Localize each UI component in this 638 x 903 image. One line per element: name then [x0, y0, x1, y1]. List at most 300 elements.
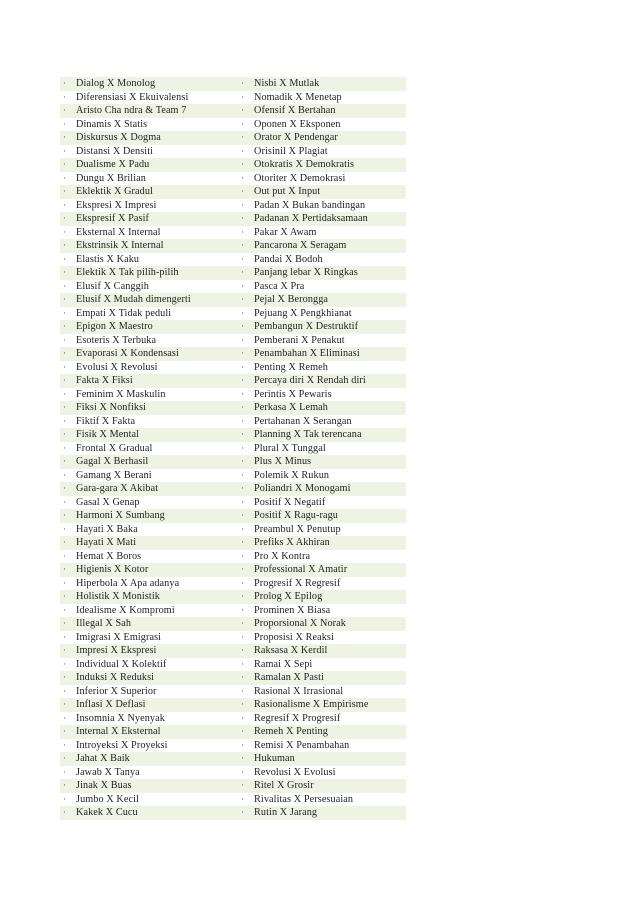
bullet-icon: ·	[241, 510, 244, 520]
antonym-pair: Distansi X Densiti	[76, 145, 154, 157]
bullet-icon: ·	[241, 604, 244, 615]
bullet-icon: ·	[241, 658, 244, 669]
left-column-cell	[60, 347, 235, 361]
table-row	[60, 698, 406, 712]
bullet-icon: ·	[241, 280, 244, 291]
bullet-icon: ·	[241, 375, 244, 385]
bullet-icon: ·	[63, 429, 66, 439]
right-column-cell	[235, 712, 406, 726]
bullet-icon: ·	[241, 361, 244, 372]
table-row	[60, 320, 406, 334]
table-row	[60, 577, 406, 591]
bullet-icon: ·	[63, 793, 66, 804]
antonym-pair: Eksternal X Internal	[76, 226, 161, 238]
bullet-icon: ·	[241, 807, 244, 817]
antonym-pair: Ekstrinsik X Internal	[76, 240, 164, 251]
table-row	[60, 172, 406, 186]
antonym-pair: Pasca X Pra	[254, 280, 305, 292]
antonym-pair: Hayati X Baka	[76, 523, 138, 535]
table-row	[60, 482, 406, 496]
antonym-pair: Panjang lebar X Ringkas	[254, 267, 358, 278]
bullet-icon: ·	[241, 645, 244, 655]
table-row	[60, 361, 406, 375]
antonym-pair: Elektik X Tak pilih-pilih	[76, 267, 179, 278]
left-column-cell	[60, 104, 235, 118]
left-column-cell	[60, 428, 235, 442]
table-row	[60, 563, 406, 577]
table-row	[60, 334, 406, 348]
bullet-icon: ·	[241, 429, 244, 439]
bullet-icon: ·	[63, 402, 66, 412]
bullet-icon: ·	[63, 118, 66, 129]
right-column-cell	[235, 698, 406, 712]
right-column-cell	[235, 725, 406, 739]
table-row	[60, 590, 406, 604]
left-column-cell	[60, 185, 235, 199]
table-row	[60, 104, 406, 118]
left-column-cell	[60, 590, 235, 604]
table-row	[60, 671, 406, 685]
bullet-icon: ·	[241, 294, 244, 304]
antonym-pair: Out put X Input	[254, 186, 321, 197]
right-column-cell	[235, 293, 406, 307]
right-column-cell	[235, 415, 406, 429]
left-column-cell	[60, 671, 235, 685]
bullet-icon: ·	[63, 469, 66, 480]
bullet-icon: ·	[241, 199, 244, 210]
antonym-pair: Pro X Kontra	[254, 550, 311, 562]
bullet-icon: ·	[241, 591, 244, 601]
bullet-icon: ·	[63, 294, 66, 304]
left-column-cell	[60, 226, 235, 240]
bullet-icon: ·	[63, 199, 66, 210]
antonym-pair: Prominen X Biasa	[254, 604, 331, 616]
left-column-cell	[60, 280, 235, 294]
bullet-icon: ·	[63, 685, 66, 696]
antonym-pair: Perkasa X Lemah	[254, 402, 328, 413]
bullet-icon: ·	[241, 442, 244, 453]
antonym-pair: Oponen X Eksponen	[254, 118, 341, 130]
table-row	[60, 685, 406, 699]
table-row	[60, 239, 406, 253]
bullet-icon: ·	[63, 780, 66, 790]
right-column-cell	[235, 320, 406, 334]
left-column-cell	[60, 550, 235, 564]
table-row	[60, 644, 406, 658]
right-column-cell	[235, 266, 406, 280]
right-column-cell	[235, 77, 406, 91]
antonym-pair: Penambahan X Eliminasi	[254, 348, 360, 359]
left-column-cell	[60, 644, 235, 658]
antonym-pair: Induksi X Reduksi	[76, 672, 155, 683]
bullet-icon: ·	[241, 186, 244, 196]
antonym-pair: Introyeksi X Proyeksi	[76, 739, 168, 751]
bullet-icon: ·	[63, 510, 66, 520]
bullet-icon: ·	[63, 105, 66, 115]
right-column-cell	[235, 199, 406, 213]
right-column-cell	[235, 671, 406, 685]
bullet-icon: ·	[63, 564, 66, 574]
table-row	[60, 442, 406, 456]
antonym-pair: Penting X Remeh	[254, 361, 328, 373]
antonym-pair: Jumbo X Kecil	[76, 793, 139, 805]
bullet-icon: ·	[63, 334, 66, 345]
table-row	[60, 253, 406, 267]
antonym-pair: Higienis X Kotor	[76, 564, 149, 575]
antonym-pair: Prefiks X Akhiran	[254, 537, 330, 548]
left-column-cell	[60, 698, 235, 712]
right-column-cell	[235, 806, 406, 820]
antonym-pair: Raksasa X Kerdil	[254, 645, 328, 656]
left-column-cell	[60, 604, 235, 618]
antonym-pair: Padanan X Pertidaksamaan	[254, 213, 368, 224]
left-column-cell	[60, 118, 235, 132]
antonym-pair: Ramai X Sepi	[254, 658, 313, 670]
table-row	[60, 766, 406, 780]
left-column-cell	[60, 158, 235, 172]
left-column-cell	[60, 388, 235, 402]
right-column-cell	[235, 550, 406, 564]
bullet-icon: ·	[63, 213, 66, 223]
antonym-pair: Orisinil X Plagiat	[254, 145, 328, 157]
bullet-icon: ·	[63, 807, 66, 817]
antonym-pair: Epigon X Maestro	[76, 321, 153, 332]
antonym-pair: Orator X Pendengar	[254, 132, 338, 143]
antonym-pair: Gasal X Genap	[76, 496, 140, 508]
antonym-pair: Individual X Kolektif	[76, 658, 167, 670]
antonym-pair: Elusif X Mudah dimengerti	[76, 294, 191, 305]
right-column-cell	[235, 685, 406, 699]
bullet-icon: ·	[63, 658, 66, 669]
antonym-pair: Hukuman	[254, 753, 295, 764]
left-column-cell	[60, 131, 235, 145]
table-row	[60, 793, 406, 807]
left-column-cell	[60, 631, 235, 645]
right-column-cell	[235, 374, 406, 388]
table-row	[60, 401, 406, 415]
antonym-pair: Rasionalisme X Empirisme	[254, 699, 369, 710]
bullet-icon: ·	[241, 685, 244, 696]
left-column-cell	[60, 199, 235, 213]
left-column-cell	[60, 172, 235, 186]
right-column-cell	[235, 563, 406, 577]
bullet-icon: ·	[63, 415, 66, 426]
antonym-pair: Idealisme X Kompromi	[76, 604, 175, 616]
antonym-pair: Illegal X Sah	[76, 618, 132, 629]
antonym-pair: Inflasi X Deflasi	[76, 699, 146, 710]
table-row	[60, 712, 406, 726]
bullet-icon: ·	[241, 226, 244, 237]
right-column-cell	[235, 523, 406, 537]
table-row	[60, 604, 406, 618]
antonym-pair: Professional X Amatir	[254, 564, 348, 575]
antonym-pair: Pertahanan X Serangan	[254, 415, 352, 427]
left-column-cell	[60, 77, 235, 91]
table-row	[60, 266, 406, 280]
bullet-icon: ·	[63, 456, 66, 466]
table-row	[60, 226, 406, 240]
right-column-cell	[235, 617, 406, 631]
bullet-icon: ·	[63, 78, 66, 88]
antonym-pair: Polemik X Rukun	[254, 469, 330, 481]
left-column-cell	[60, 239, 235, 253]
antonym-pair: Rasional X Irrasional	[254, 685, 344, 697]
table-row	[60, 374, 406, 388]
bullet-icon: ·	[241, 753, 244, 763]
right-column-cell	[235, 509, 406, 523]
antonym-pair: Fisik X Mental	[76, 429, 140, 440]
antonym-pair: Ritel X Grosir	[254, 780, 314, 791]
antonym-pair: Rutin X Jarang	[254, 807, 318, 818]
bullet-icon: ·	[241, 550, 244, 561]
right-column-cell	[235, 361, 406, 375]
table-row	[60, 118, 406, 132]
right-column-cell	[235, 334, 406, 348]
left-column-cell	[60, 212, 235, 226]
left-column-cell	[60, 145, 235, 159]
right-column-cell	[235, 131, 406, 145]
bullet-icon: ·	[63, 159, 66, 169]
left-column-cell	[60, 361, 235, 375]
left-column-cell	[60, 374, 235, 388]
antonym-pair: Padan X Bukan bandingan	[254, 199, 366, 211]
bullet-icon: ·	[241, 105, 244, 115]
bullet-icon: ·	[241, 91, 244, 102]
antonym-pair: Dinamis X Statis	[76, 118, 148, 130]
bullet-icon: ·	[241, 348, 244, 358]
antonym-pair: Dualisme X Padu	[76, 159, 150, 170]
bullet-icon: ·	[241, 496, 244, 507]
bullet-icon: ·	[63, 186, 66, 196]
bullet-icon: ·	[241, 159, 244, 169]
bullet-icon: ·	[241, 739, 244, 750]
bullet-icon: ·	[63, 604, 66, 615]
antonym-pair: Plural X Tunggal	[254, 442, 326, 454]
antonym-pair: Internal X Eksternal	[76, 726, 161, 737]
antonym-pair: Feminim X Maskulin	[76, 388, 166, 400]
bullet-icon: ·	[63, 442, 66, 453]
left-column-cell	[60, 293, 235, 307]
antonym-pair: Plus X Minus	[254, 456, 312, 467]
antonym-pair: Fiksi X Nonfiksi	[76, 402, 147, 413]
left-column-cell	[60, 509, 235, 523]
bullet-icon: ·	[241, 726, 244, 736]
antonym-pair: Jawab X Tanya	[76, 766, 140, 778]
right-column-cell	[235, 644, 406, 658]
bullet-icon: ·	[63, 645, 66, 655]
antonym-pair: Holistik X Monistik	[76, 591, 160, 602]
bullet-icon: ·	[241, 118, 244, 129]
antonym-pair: Perintis X Pewaris	[254, 388, 332, 400]
antonym-pair: Positif X Negatif	[254, 496, 326, 508]
bullet-icon: ·	[241, 780, 244, 790]
bullet-icon: ·	[241, 631, 244, 642]
bullet-icon: ·	[63, 631, 66, 642]
right-column-cell	[235, 577, 406, 591]
left-column-cell	[60, 793, 235, 807]
bullet-icon: ·	[241, 307, 244, 318]
bullet-icon: ·	[63, 712, 66, 723]
bullet-icon: ·	[241, 469, 244, 480]
antonym-pair: Poliandri X Monogami	[254, 483, 351, 494]
right-column-cell	[235, 536, 406, 550]
bullet-icon: ·	[241, 577, 244, 588]
left-column-cell	[60, 563, 235, 577]
bullet-icon: ·	[241, 253, 244, 264]
antonym-pair: Nisbi X Mutlak	[254, 78, 320, 89]
bullet-icon: ·	[241, 402, 244, 412]
bullet-icon: ·	[241, 712, 244, 723]
left-column-cell	[60, 779, 235, 793]
table-row	[60, 388, 406, 402]
antonym-pair: Proposisi X Reaksi	[254, 631, 334, 643]
antonym-pair: Fiktif X Fakta	[76, 415, 136, 427]
antonym-pair: Remisi X Penambahan	[254, 739, 350, 751]
bullet-icon: ·	[63, 145, 66, 156]
bullet-icon: ·	[241, 334, 244, 345]
right-column-cell	[235, 253, 406, 267]
right-column-cell	[235, 226, 406, 240]
antonym-pair: Frontal X Gradual	[76, 442, 153, 454]
bullet-icon: ·	[63, 388, 66, 399]
right-column-cell	[235, 766, 406, 780]
antonym-pair: Dialog X Monolog	[76, 78, 156, 89]
right-column-cell	[235, 428, 406, 442]
left-column-cell	[60, 766, 235, 780]
antonym-pair: Evolusi X Revolusi	[76, 361, 158, 373]
bullet-icon: ·	[241, 78, 244, 88]
right-column-cell	[235, 158, 406, 172]
bullet-icon: ·	[241, 388, 244, 399]
antonym-pair: Hayati X Mati	[76, 537, 137, 548]
bullet-icon: ·	[241, 672, 244, 682]
right-column-cell	[235, 145, 406, 159]
antonym-pair: Inferior X Superior	[76, 685, 157, 697]
table-row	[60, 779, 406, 793]
left-column-cell	[60, 266, 235, 280]
bullet-icon: ·	[63, 537, 66, 547]
table-row	[60, 307, 406, 321]
bullet-icon: ·	[63, 361, 66, 372]
table-row	[60, 158, 406, 172]
table-row	[60, 91, 406, 105]
bullet-icon: ·	[241, 523, 244, 534]
bullet-icon: ·	[63, 91, 66, 102]
table-row	[60, 536, 406, 550]
antonym-pair: Aristo Cha ndra & Team 7	[76, 105, 187, 116]
right-column-cell	[235, 185, 406, 199]
left-column-cell	[60, 523, 235, 537]
table-row	[60, 212, 406, 226]
bullet-icon: ·	[241, 321, 244, 331]
left-column-cell	[60, 253, 235, 267]
antonym-pair: Proporsional X Norak	[254, 618, 346, 629]
antonym-pair: Harmoni X Sumbang	[76, 510, 165, 521]
table-row	[60, 455, 406, 469]
table-row	[60, 739, 406, 753]
antonym-table	[60, 77, 406, 820]
antonym-pair: Otokratis X Demokratis	[254, 159, 355, 170]
antonym-pair: Preambul X Penutup	[254, 523, 341, 535]
antonym-pair: Diferensiasi X Ekuivalensi	[76, 91, 189, 103]
right-column-cell	[235, 401, 406, 415]
left-column-cell	[60, 712, 235, 726]
antonym-pair: Rivalitas X Persesuaian	[254, 793, 354, 805]
right-column-cell	[235, 104, 406, 118]
right-column-cell	[235, 442, 406, 456]
bullet-icon: ·	[63, 307, 66, 318]
bullet-icon: ·	[241, 699, 244, 709]
bullet-icon: ·	[241, 564, 244, 574]
table-row	[60, 415, 406, 429]
right-column-cell	[235, 604, 406, 618]
antonym-pair: Ofensif X Bertahan	[254, 105, 336, 116]
table-row	[60, 658, 406, 672]
left-column-cell	[60, 91, 235, 105]
left-column-cell	[60, 415, 235, 429]
antonym-pair: Pejuang X Pengkhianat	[254, 307, 352, 319]
left-column-cell	[60, 496, 235, 510]
antonym-pair: Ekspresi X Impresi	[76, 199, 157, 211]
right-column-cell	[235, 280, 406, 294]
left-column-cell	[60, 752, 235, 766]
bullet-icon: ·	[63, 766, 66, 777]
bullet-icon: ·	[63, 618, 66, 628]
bullet-icon: ·	[63, 348, 66, 358]
right-column-cell	[235, 631, 406, 645]
bullet-icon: ·	[241, 456, 244, 466]
bullet-icon: ·	[63, 321, 66, 331]
left-column-cell	[60, 307, 235, 321]
antonym-pair: Esoteris X Terbuka	[76, 334, 157, 346]
antonym-pair: Pancarona X Seragam	[254, 240, 347, 251]
antonym-pair: Pakar X Awam	[254, 226, 317, 238]
bullet-icon: ·	[63, 172, 66, 183]
bullet-icon: ·	[63, 375, 66, 385]
antonym-pair: Gagal X Berhasil	[76, 456, 149, 467]
bullet-icon: ·	[63, 753, 66, 763]
bullet-icon: ·	[241, 172, 244, 183]
bullet-icon: ·	[63, 280, 66, 291]
bullet-icon: ·	[241, 793, 244, 804]
right-column-cell	[235, 482, 406, 496]
left-column-cell	[60, 469, 235, 483]
left-column-cell	[60, 334, 235, 348]
bullet-icon: ·	[63, 240, 66, 250]
right-column-cell	[235, 779, 406, 793]
bullet-icon: ·	[241, 483, 244, 493]
left-column-cell	[60, 455, 235, 469]
bullet-icon: ·	[241, 618, 244, 628]
bullet-icon: ·	[63, 523, 66, 534]
right-column-cell	[235, 347, 406, 361]
bullet-icon: ·	[63, 253, 66, 264]
antonym-pair: Ramalan X Pasti	[254, 672, 324, 683]
bullet-icon: ·	[241, 766, 244, 777]
antonym-pair: Pejal X Berongga	[254, 294, 329, 305]
table-row	[60, 469, 406, 483]
antonym-pair: Eklektik X Gradul	[76, 186, 153, 197]
antonym-pair: Pandai X Bodoh	[254, 253, 323, 265]
left-column-cell	[60, 577, 235, 591]
right-column-cell	[235, 91, 406, 105]
right-column-cell	[235, 590, 406, 604]
antonym-pair: Hemat X Boros	[76, 550, 142, 562]
antonym-pair: Percaya diri X Rendah diri	[254, 375, 366, 386]
left-column-cell	[60, 482, 235, 496]
antonym-pair: Diskursus X Dogma	[76, 132, 161, 143]
antonym-pair: Gara-gara X Akibat	[76, 483, 159, 494]
